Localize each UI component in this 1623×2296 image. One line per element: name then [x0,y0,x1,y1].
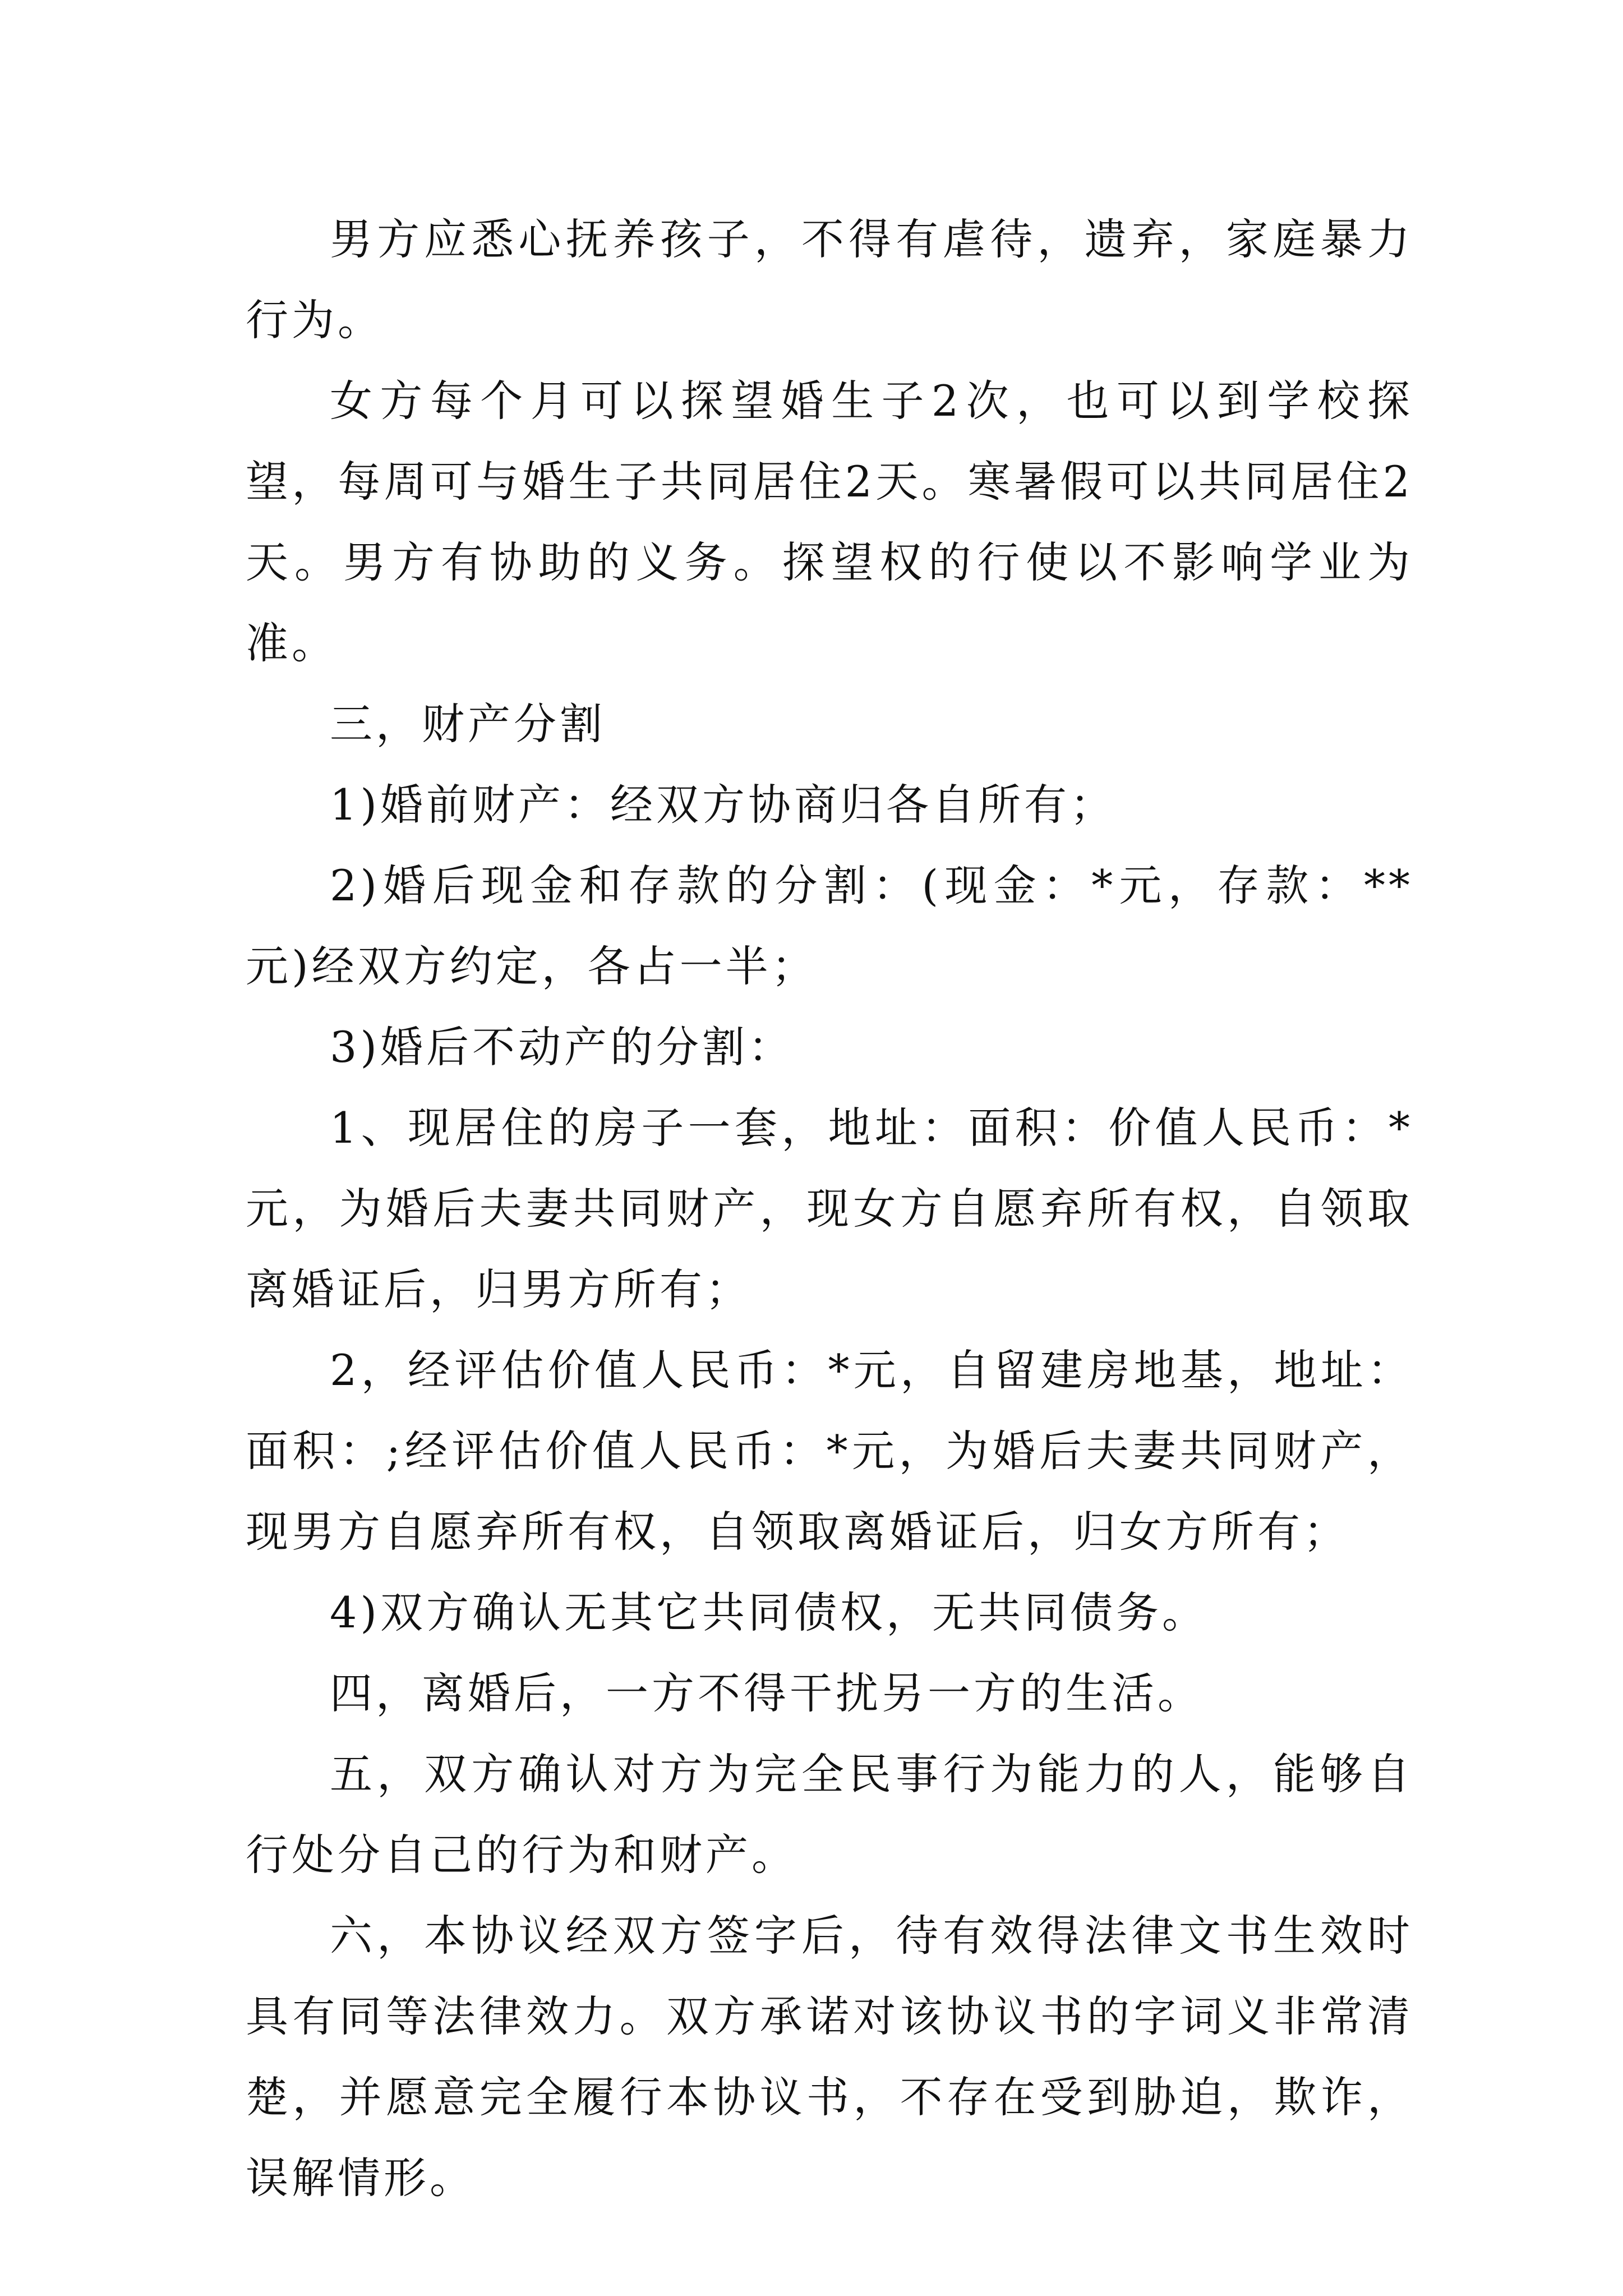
paragraph-no-interference: 四，离婚后，一方不得干扰另一方的生活。 [330,1668,1204,1718]
paragraph-custody-duty: 男方应悉心抚养孩子，不得有虐待，遗弃，家庭暴力行为。 [246,214,1413,345]
document-body [246,199,1413,2219]
paragraph-debts: 4)双方确认无其它共同债权，无共同债务。 [330,1588,1209,1637]
paragraph-real-estate-heading: 3)婚后不动产的分割： [330,1022,795,1072]
paragraph-visitation: 女方每个月可以探望婚生子2次，也可以到学校探望，每周可与婚生子共同居住2天。寒暑假可以共同居住2天。男方有协助的义务。探望权的行使以不影响学业为准。 [246,376,1413,668]
paragraph-house: 1、现居住的房子一套，地址：面积：价值人民币：*元，为婚后夫妻共同财产，现女方自愿弃所有权，自领取离婚证后，归男方所有； [246,1103,1413,1314]
paragraph-effectiveness: 六，本协议经双方签字后，待有效得法律文书生效时具有同等法律效力。双方承诺对该协议书的字词义非常清楚，并愿意完全履行本协议书，不存在受到胁迫，欺诈，误解情形。 [246,1911,1413,2203]
section-heading-property: 三，财产分割 [330,699,606,749]
paragraph-capacity: 五，双方确认对方为完全民事行为能力的人，能够自行处分自己的行为和财产。 [246,1749,1413,1880]
paragraph-cash-deposits: 2)婚后现金和存款的分割：(现金：*元，存款：**元)经双方约定，各占一半； [246,861,1413,991]
paragraph-premarital-property: 1)婚前财产：经双方协商归各自所有； [330,780,1117,830]
paragraph-land: 2，经评估价值人民币：*元，自留建房地基，地址：面积：;经评估价值人民币：*元，为婚后夫妻共同财产，现男方自愿弃所有权，自领取离婚证后，归女方所有； [246,1345,1413,1557]
